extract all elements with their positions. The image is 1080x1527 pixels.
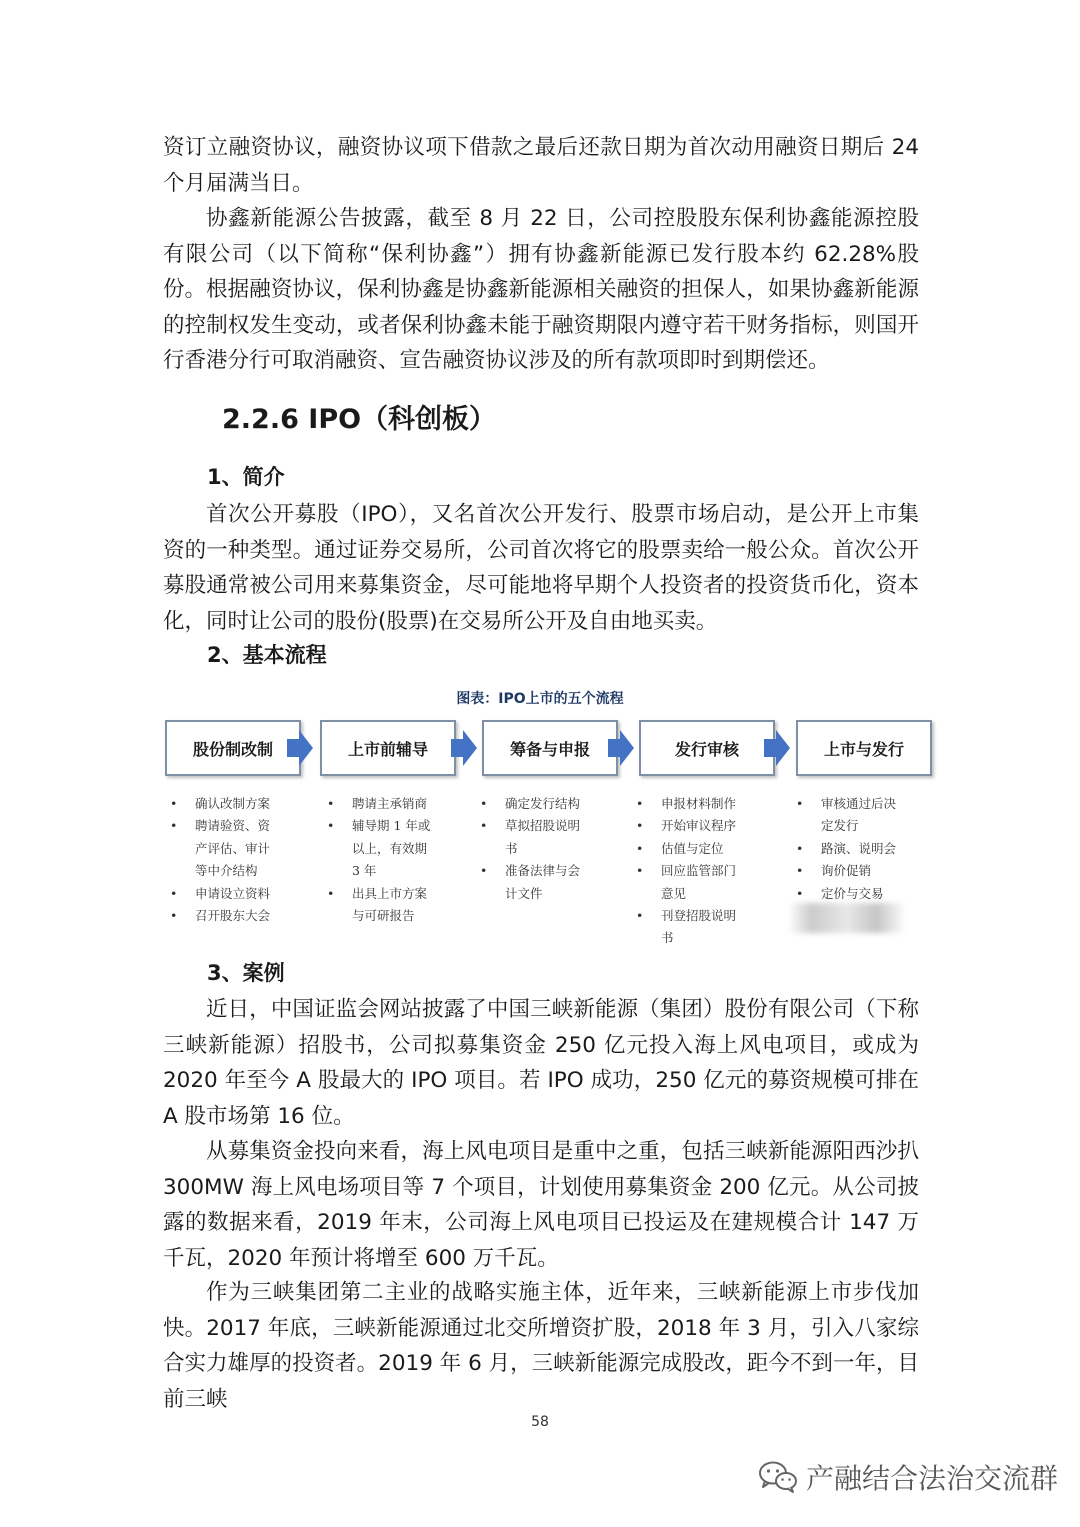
flow-step-item: • 出具上市方案 与可研报告 xyxy=(322,883,462,928)
blurred-watermark xyxy=(788,903,906,933)
paragraph-guarantee: 根据融资协议，保利协鑫是协鑫新能源相关融资的担保人，如果协鑫新能源的控制权发生变动，或者保利协鑫未能于融资期限内遵守若干财务指标，则国开行香港分行可取消融资、宣告融资协议涉及的所有款项即时到期偿还。 xyxy=(163,277,919,373)
flow-arrow-icon xyxy=(764,730,790,766)
subheading-case: 3、案例 xyxy=(207,961,285,985)
flow-step-item: • 准备法律与会 计文件 xyxy=(475,860,615,905)
flow-step-box: 筹备与申报 xyxy=(482,720,618,776)
flow-step-box: 发行审核 xyxy=(639,720,775,776)
flow-step-box: 上市与发行 xyxy=(796,720,932,776)
flow-step-item: • 申报材料制作 xyxy=(631,793,771,815)
paragraph-ipo-intro: 首次公开募股（IPO），又名首次公开发行、股票市场启动，是公开上市集资的一种类型。通过证券交易所，公司首次将它的股票卖给一般公众。首次公开募股通常被公司用来募集资金，尽可能地将早期个人投资者的投资货币化，资本化，同时让公司的股份(股票)在交易所公开及自由地买卖。 xyxy=(163,502,919,634)
flow-step-item: • 定价与交易 xyxy=(791,883,931,905)
paragraph-loan-term: 资订立融资协议，融资协议项下借款之最后还款日期为首次动用融资日期后 24 个月届满当日。 xyxy=(163,135,919,196)
flow-step-item: • 审核通过后决 定发行 xyxy=(791,793,931,838)
flow-step-list xyxy=(475,793,615,905)
watermark-text: 产融结合法治交流群 xyxy=(806,1462,1059,1495)
paragraph-shareholder: 协鑫新能源公告披露，截至 8 月 22 日，公司控股股东保利协鑫能源控股有限公司（以下简称“保利协鑫”）拥有协鑫新能源已发行股本约 62.28%股份。 xyxy=(163,206,919,302)
flow-step-list xyxy=(791,793,931,905)
paragraph-case: 从募集资金投向来看，海上风电项目是重中之重，包括三峡新能源阳西沙扒 300MW 海上风电场项目等 7 个项目，计划使用募集资金 200 亿元。从公司披露的数据来看，2019 年末，公司海上风电项目已投运及在建规模合计 147 万千瓦，2020 年预计将增至 600 万千瓦。 xyxy=(163,1139,919,1271)
flow-step-item: • 召开股东大会 xyxy=(165,905,305,927)
flow-step-list xyxy=(322,793,462,927)
flow-step-item: • 开始审议程序 xyxy=(631,815,771,837)
flow-step-item: • 回应监管部门 意见 xyxy=(631,860,771,905)
flow-step-box: 上市前辅导 xyxy=(320,720,456,776)
flow-arrow-icon xyxy=(287,730,313,766)
flow-step-item: • 确认改制方案 xyxy=(165,793,305,815)
flow-arrow-icon xyxy=(608,730,634,766)
flow-step-item: • 草拟招股说明 书 xyxy=(475,815,615,860)
flow-step-item: • 辅导期 1 年或 以上，有效期 3 年 xyxy=(322,815,462,882)
flow-step-box: 股份制改制 xyxy=(165,720,301,776)
flow-step-list xyxy=(165,793,305,927)
flow-step-list xyxy=(631,793,771,950)
flow-step-item: • 确定发行结构 xyxy=(475,793,615,815)
flow-step-item: • 申请设立资料 xyxy=(165,883,305,905)
subheading-process: 2、基本流程 xyxy=(207,643,327,667)
flow-step-item: • 询价促销 xyxy=(791,860,931,882)
flow-step-item: • 刊登招股说明 书 xyxy=(631,905,771,950)
flow-step-item: • 聘请主承销商 xyxy=(322,793,462,815)
wechat-icon xyxy=(758,1460,798,1494)
section-title: 2.2.6 IPO（科创板） xyxy=(222,404,497,435)
flowchart-title: 图表：IPO上市的五个流程 xyxy=(456,691,624,707)
wechat-watermark xyxy=(758,1457,1058,1497)
paragraph-case: 近日，中国证监会网站披露了中国三峡新能源（集团）股份有限公司（下称三峡新能源）招股书，公司拟募集资金 250 亿元投入海上风电项目，或成为 2020 年至今 A 股最大的 IPO 项目。若 IPO 成功，250 亿元的募资规模可排在 A 股市场第 16 位。 xyxy=(163,997,919,1129)
subheading-intro: 1、简介 xyxy=(207,465,285,489)
paragraph-case: 作为三峡集团第二主业的战略实施主体，近年来，三峡新能源上市步伐加快。2017 年底，三峡新能源通过北交所增资扩股，2018 年 3 月，引入八家综合实力雄厚的投资者。2019 年 6 月，三峡新能源完成股改，距今不到一年，目前三峡 xyxy=(163,1280,919,1412)
flow-arrow-icon xyxy=(451,730,477,766)
flow-step-item: • 路演、说明会 xyxy=(791,838,931,860)
page-number: 58 xyxy=(531,1414,549,1430)
flow-step-item: • 估值与定位 xyxy=(631,838,771,860)
flow-step-item: • 聘请验资、资 产评估、审计 等中介结构 xyxy=(165,815,305,882)
